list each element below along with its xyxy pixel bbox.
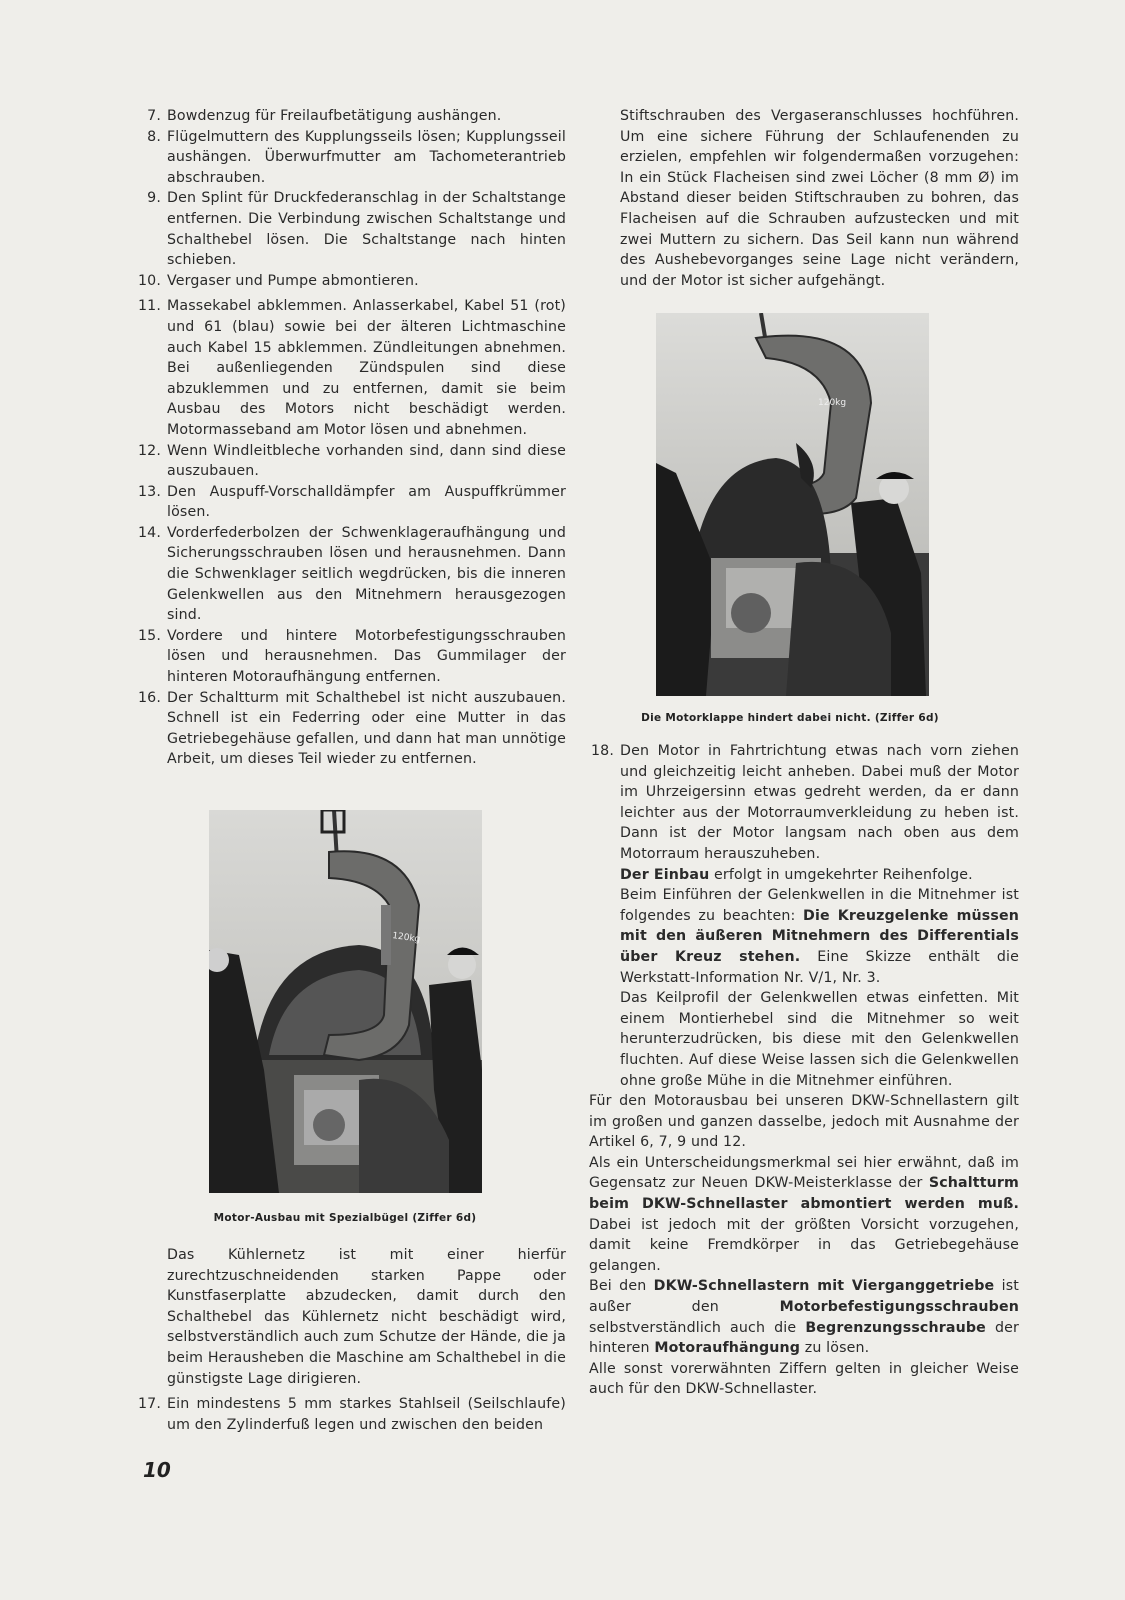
paragraph: Für den Motorausbau bei unseren DKW-Schnellastern gilt im großen und ganzen dasselbe, jedoch mit Ausnahme der Artikel 6, 7, 9 und 12. xyxy=(589,1093,1019,1151)
list-item: 16. Der Schaltturm mit Schalthebel ist nicht auszubauen. Schnell ist ein Federring oder eine Mutter in das Getriebegehäuse gefallen, und dann hat man unnötige Arbeit, um dieses Teil wieder zu entfernen. xyxy=(137,689,566,768)
list-item: 14. Vorderfederbolzen der Schwenklageraufhängung und Sicherungsschrauben lösen und herausnehmen. Dann die Schwenklager seitlich wegdrücken, bis die inneren Gelenkwellen aus den Mitnehmern herausgezogen sind. xyxy=(137,524,566,624)
instruction-list-top xyxy=(136,106,566,770)
paragraph: Das Keilprofil der Gelenkwellen etwas einfetten. Mit einem Montierhebel sind die Mitnehmer so weit herunterzudrücken, bis diese mit den Gelenkwellen fluchten. Auf diese Weise lassen sich die Gelenkwellen ohne große Mühe in die Mitnehmer einführen. xyxy=(620,990,1019,1089)
paragraph: Beim Einführen der Gelenkwellen in die Mitnehmer ist folgendes zu beachten: Die Kreuzgelenke müssen mit den äußeren Mitnehmern des Differentials über Kreuz stehen. Eine Skizze enthält die Werkstatt-Information Nr. V/1, Nr. 3. xyxy=(620,887,1019,986)
list-item: 18. Den Motor in Fahrtrichtung etwas nach vorn ziehen und gleichzeitig leicht anheben. Dabei muß der Motor im Uhrzeigersinn etwas gedreht werden, da er dann leichter aus der Motorraumverkleidung zu heben ist. Dann ist der Motor langsam nach oben aus dem Motorraum herauszuheben. xyxy=(590,743,1019,862)
list-item: 15. Vordere und hintere Motorbefestigungsschrauben lösen und herausnehmen. Das Gummilager der hinteren Motoraufhängung entfernen. xyxy=(137,627,566,686)
engine-removal-photo-right xyxy=(656,313,929,696)
paragraph: Als ein Unterscheidungsmerkmal sei hier erwähnt, daß im Gegensatz zur Neuen DKW-Meisterklasse der Schaltturm beim DKW-Schnellaster abmontiert werden muß. Dabei ist jedoch mit der größten Vorsicht vorzugehen, damit keine Fremdkörper in das Getriebegehäuse gelangen. xyxy=(589,1154,1019,1274)
right-column-top xyxy=(589,106,1019,291)
list-item: 8. Flügelmuttern des Kupplungsseils lösen; Kupplungsseil aushängen. Überwurfmutter am Tachometerantrieb abschrauben. xyxy=(147,128,566,186)
paragraph: Der Einbau erfolgt in umgekehrter Reihenfolge. xyxy=(620,866,973,883)
list-item: 10. Vergaser und Pumpe abmontieren. xyxy=(137,272,419,289)
left-column xyxy=(136,106,566,770)
list-item: 17. Ein mindestens 5 mm starkes Stahlseil (Seilschlaufe) um den Zylinderfuß legen und zwischen den beiden xyxy=(137,1396,566,1433)
paragraph: Alle sonst vorerwähnten Ziffern gelten in gleicher Weise auch für den DKW-Schnellaster. xyxy=(589,1360,1019,1398)
left-column-bottom xyxy=(136,1245,566,1435)
list-item: 9. Den Splint für Druckfederanschlag in der Schaltstange entfernen. Die Verbindung zwischen Schaltstange und Schalthebel lösen. Die Schaltstange nach hinten schieben. xyxy=(147,190,566,269)
paragraph: Das Kühlernetz ist mit einer hierfür zurechtzuschneidenden starken Pappe oder Kunstfaserplatte abzudecken, damit durch den Schalthebel das Kühlernetz nicht beschädigt wird, selbstverständlich auch zum Schutze der Hände, die ja beim Herausheben die Maschine am Schalthebel in die günstigste Lage dirigieren. xyxy=(167,1247,566,1387)
weight-label: 120kg xyxy=(818,398,847,408)
list-item: 11. Massekabel abklemmen. Anlasserkabel, Kabel 51 (rot) und 61 (blau) sowie bei der älteren Lichtmaschine auch Kabel 15 abklemmen. Zündleitungen abnehmen. Bei außenliegenden Zündspulen sind diese abzuklemmen und zu entfernen, damit sie beim Ausbau des Motors nicht beschädigt werden. Motormasseband am Motor lösen und abnehmen. xyxy=(137,298,566,438)
photo-caption-left: Motor-Ausbau mit Spezialbügel (Ziffer 6d) xyxy=(213,1212,477,1224)
list-item: 7. Bowdenzug für Freilaufbetätigung aushängen. xyxy=(147,108,502,124)
paragraph: Bei den DKW-Schnellastern mit Vierganggetriebe ist außer den Motorbefestigungsschrauben selbstverständlich auch die Begrenzungsschraube der hinteren Motoraufhängung zu lösen. xyxy=(589,1278,1019,1357)
paragraph: Stiftschrauben des Vergaseranschlusses hochführen. Um eine sichere Führung der Schlaufenenden zu erzielen, empfehlen wir folgendermaßen vorzugehen: In ein Stück Flacheisen sind zwei Löcher (8 mm Ø) im Abstand dieser beiden Stiftschrauben zu bohren, das Flacheisen auf die Schrauben aufzustecken und mit zwei Muttern zu sichern. Das Seil kann nun während des Aushebevorganges seine Lage nicht verändern, und der Motor ist sicher aufgehängt. xyxy=(620,108,1019,289)
list-item: 12. Wenn Windleitbleche vorhanden sind, dann sind diese auszubauen. xyxy=(137,442,566,480)
weight-label: 120kg xyxy=(391,931,421,945)
page-number: 10 xyxy=(143,1458,171,1482)
photo-caption-right: Die Motorklappe hindert dabei nicht. (Ziffer 6d) xyxy=(641,712,939,724)
right-column-bottom xyxy=(589,741,1019,1400)
engine-removal-photo-left xyxy=(209,810,482,1193)
list-item: 13. Den Auspuff-Vorschalldämpfer am Auspuffkrümmer lösen. xyxy=(137,483,566,521)
